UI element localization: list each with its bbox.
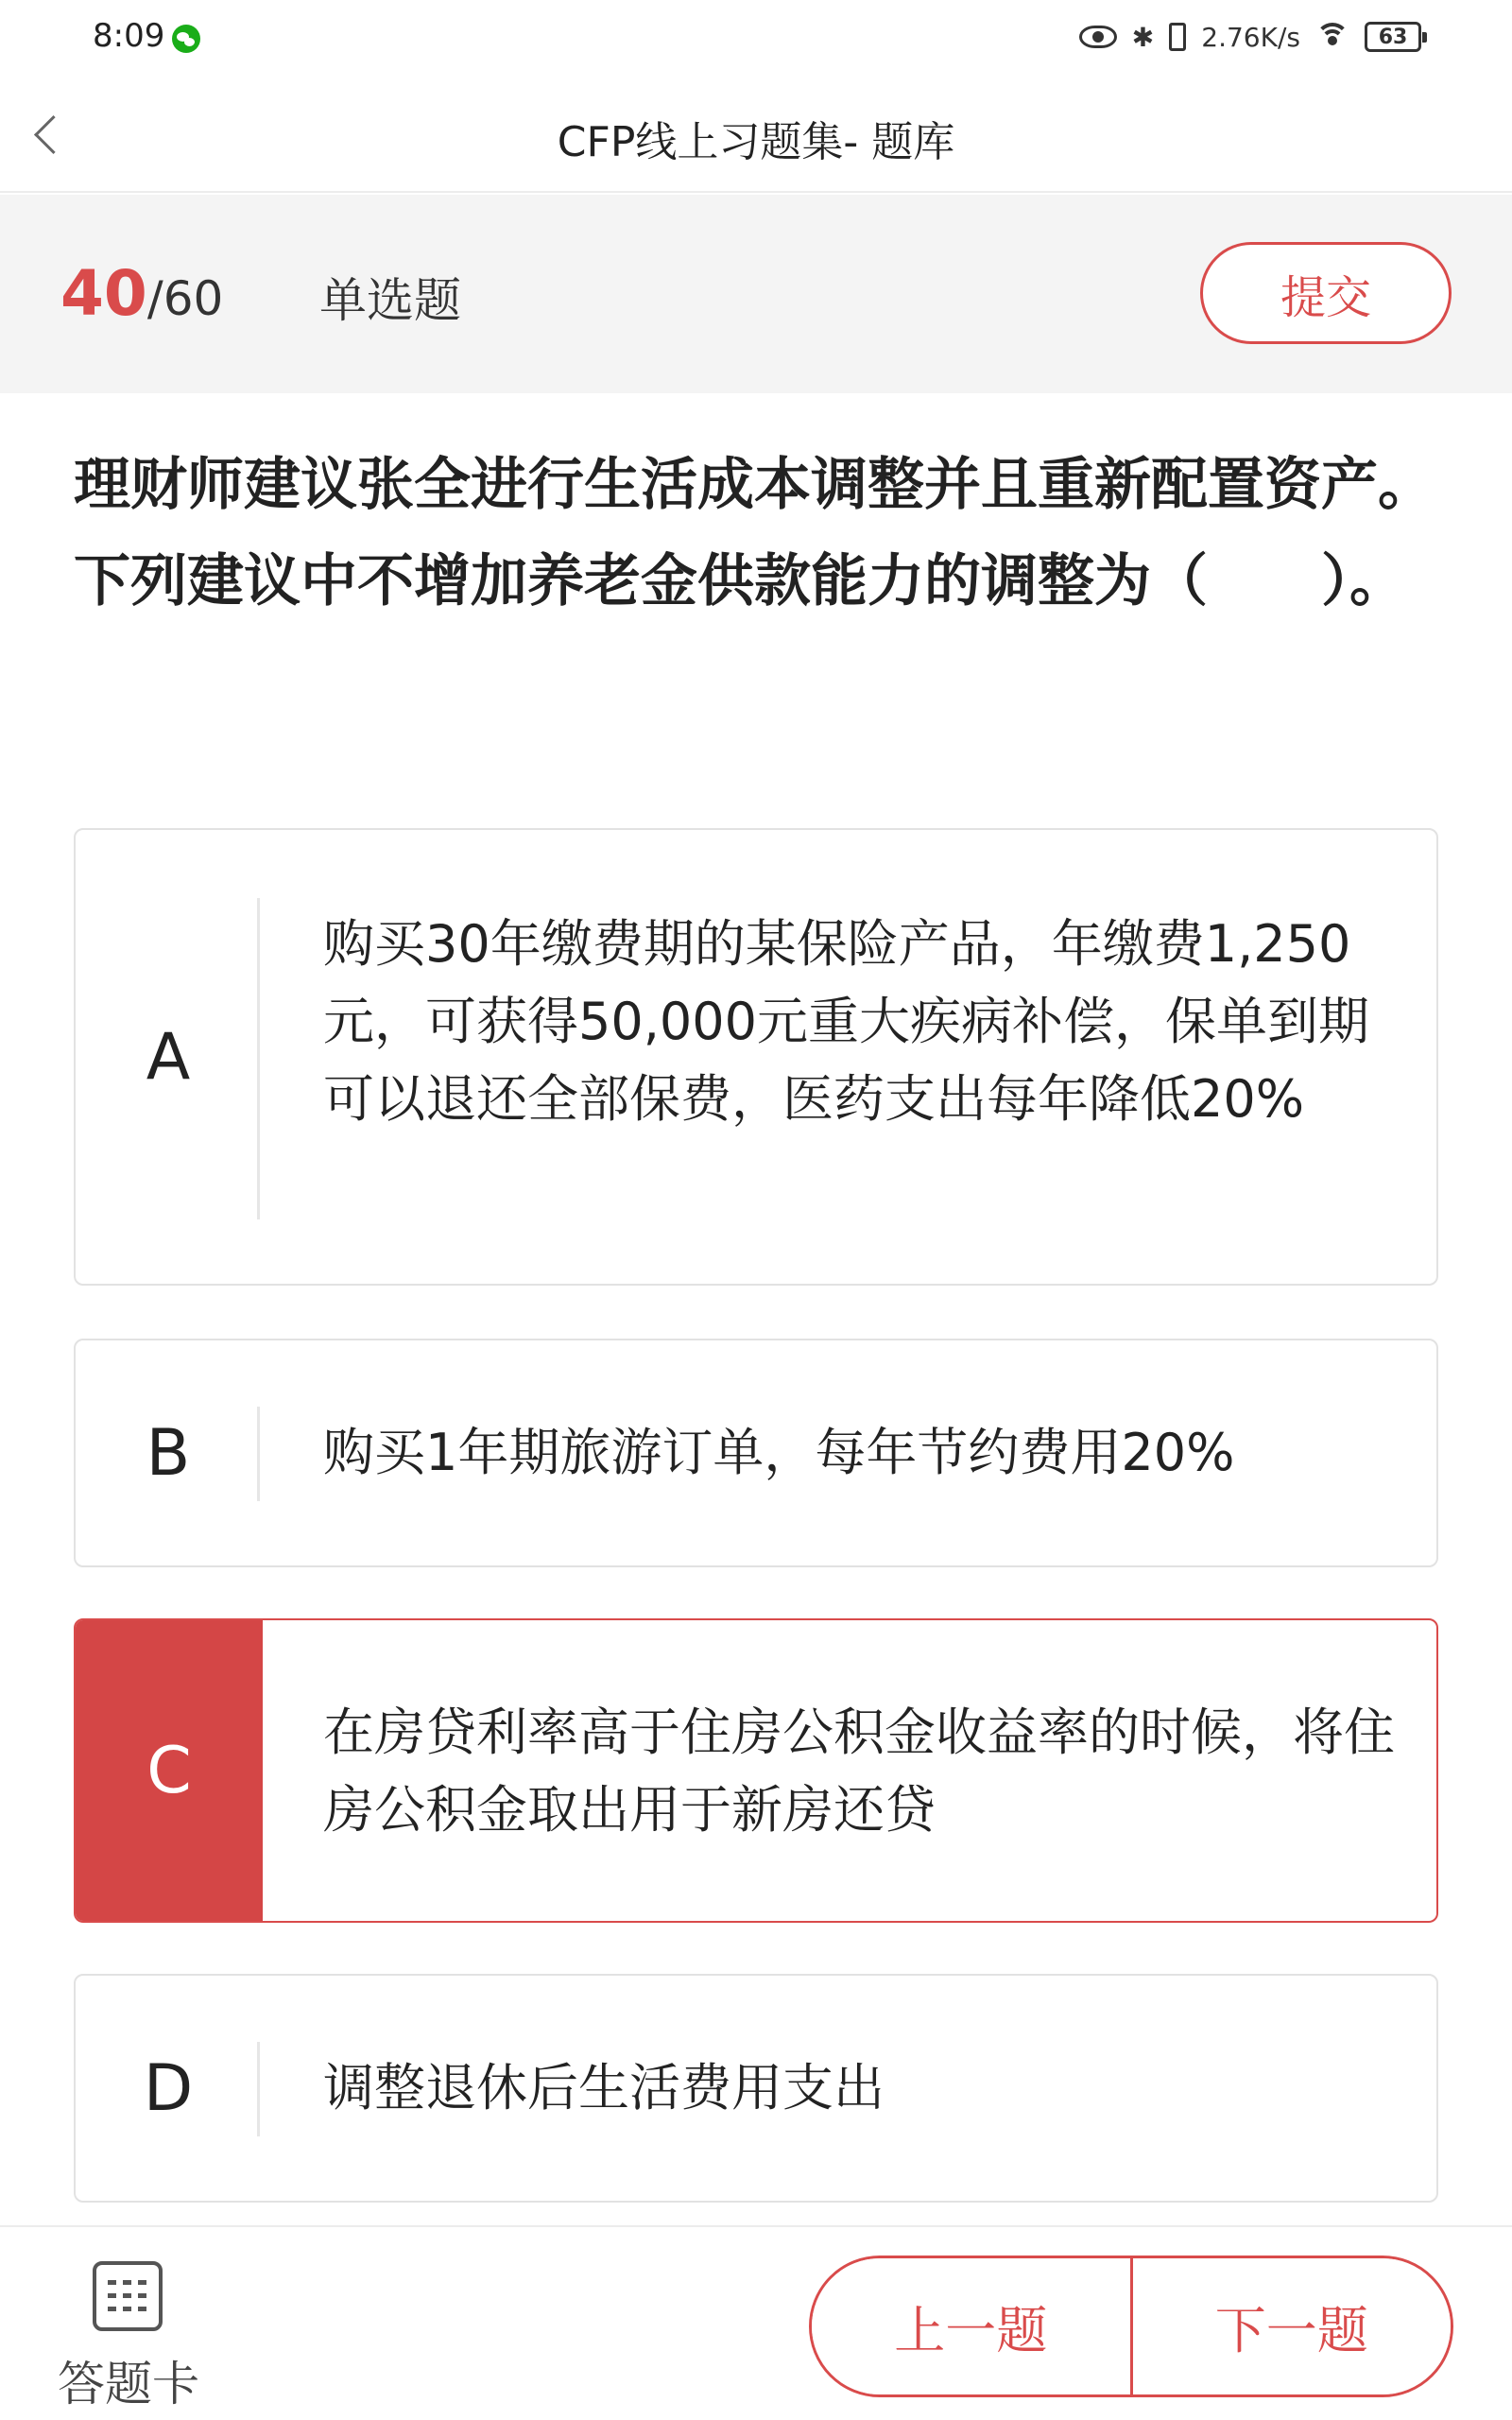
answer-card-button[interactable] xyxy=(51,2248,206,2409)
option-letter: D xyxy=(143,2050,194,2126)
submit-button[interactable]: 提交 xyxy=(1200,242,1452,344)
option-divider xyxy=(257,898,260,1219)
eye-icon xyxy=(1079,26,1117,48)
status-time: 8:09 xyxy=(93,17,165,55)
vibrate-icon xyxy=(1169,23,1186,51)
option-letter: B xyxy=(146,1415,191,1491)
title-bar xyxy=(0,76,1512,193)
question-counter xyxy=(60,257,223,330)
option-c[interactable] xyxy=(74,1618,1438,1923)
page-title: CFP线上习题集- 题库 xyxy=(557,118,955,166)
option-text: 调整退休后生活费用支出 xyxy=(323,2058,885,2118)
bottom-bar xyxy=(0,2225,1512,2420)
question-text: 理财师建议张全进行生活成本调整并且重新配置资产。下列建议中不增加养老金供款能力的调整为（ ）。 xyxy=(74,452,1435,614)
next-question-button[interactable]: 下一题 xyxy=(1133,2258,1452,2394)
option-divider xyxy=(257,2042,260,2136)
status-bar xyxy=(0,0,1512,76)
wechat-icon xyxy=(172,25,200,53)
answer-card-label: 答题卡 xyxy=(58,2357,199,2411)
option-a[interactable] xyxy=(74,828,1438,1286)
total-questions: /60 xyxy=(146,271,224,326)
question-progress-header xyxy=(0,195,1512,393)
option-b[interactable] xyxy=(74,1339,1438,1567)
option-letter: A xyxy=(146,1019,191,1095)
previous-question-button[interactable]: 上一题 xyxy=(812,2258,1130,2394)
battery-icon: 63 xyxy=(1365,22,1421,52)
wifi-icon xyxy=(1315,23,1349,51)
network-speed: 2.76K/s xyxy=(1201,21,1300,53)
status-icons xyxy=(1079,15,1421,59)
bluetooth-icon: ✱ xyxy=(1131,21,1155,53)
option-text: 购买1年期旅游订单，每年节约费用20% xyxy=(323,1423,1235,1482)
grid-icon xyxy=(93,2261,163,2331)
option-letter: C xyxy=(76,1620,263,1921)
option-divider xyxy=(257,1407,260,1501)
current-question-number: 40 xyxy=(60,257,147,330)
question-type-label: 单选题 xyxy=(319,273,461,328)
option-d[interactable] xyxy=(74,1974,1438,2203)
option-text: 购买30年缴费期的某保险产品，年缴费1,250元，可获得50,000元重大疾病补偿，保单到期可以退还全部保费，医药支出每年降低20% xyxy=(323,914,1369,1129)
question-nav xyxy=(809,2256,1453,2397)
option-text: 在房贷利率高于住房公积金收益率的时候，将住房公积金取出用于新房还贷 xyxy=(323,1703,1395,1840)
